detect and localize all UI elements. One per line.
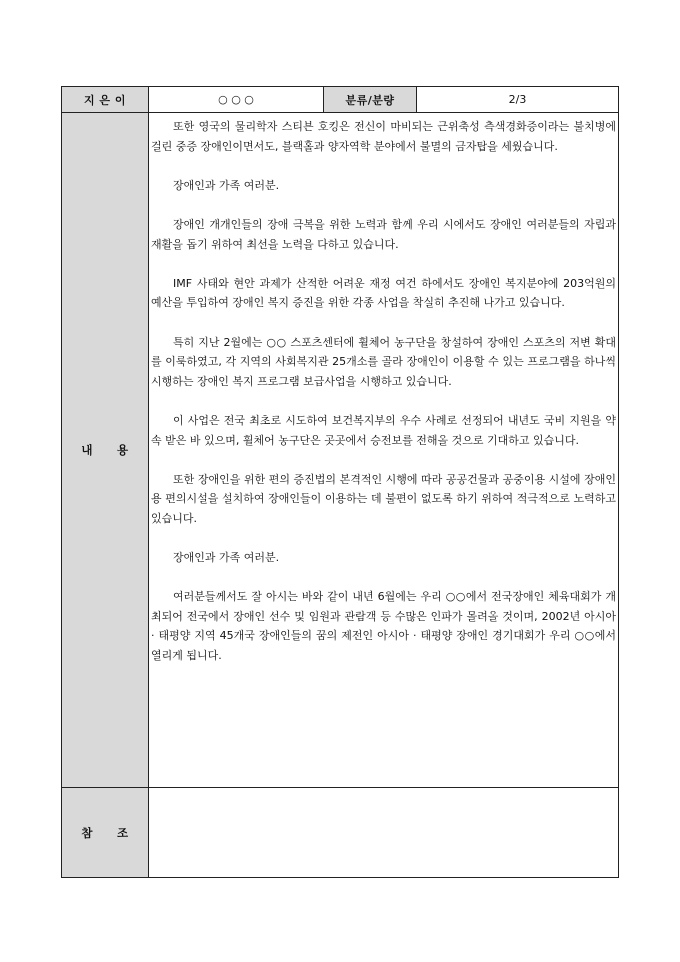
paragraph: IMF 사태와 현안 과제가 산적한 어려운 재정 여건 하에서도 장애인 복지분야에 203억원의 예산을 투입하여 장애인 복지 증진을 위한 각종 사업을 착실히 추진해 나가고 있습니다. bbox=[151, 276, 616, 310]
reference-value bbox=[149, 788, 619, 878]
category-label: 분류/분량 bbox=[324, 87, 417, 113]
paragraph: 여러분들께서도 잘 아시는 바와 같이 내년 6월에는 우리 ○○에서 전국장애인 체육대회가 개최되어 전국에서 장애인 선수 및 임원과 관람객 등 수많은 인파가 몰려올 것이며, 2002년 아시아 · 태평양 지역 45개국 장애인들의 꿈의 제전인 아시아 · 태평양 장애인 경기대회가 우리 ○○에서 열리게 됩니다. bbox=[151, 590, 616, 663]
paragraph: 장애인과 가족 여러분. bbox=[173, 178, 280, 192]
content-label: 내 용 bbox=[62, 113, 149, 788]
category-value: 2/3 bbox=[417, 87, 619, 113]
paragraph: 장애인 개개인들의 장애 극복을 위한 노력과 함께 우리 시에서도 장애인 여러분들의 자립과 재활을 돕기 위하여 최선을 노력을 다하고 있습니다. bbox=[151, 217, 616, 251]
header-row bbox=[62, 87, 619, 113]
reference-label: 참 조 bbox=[62, 788, 149, 878]
document-form-table bbox=[61, 86, 619, 878]
content-body bbox=[149, 113, 619, 788]
paragraph: 이 사업은 전국 최초로 시도하여 보건복지부의 우수 사례로 선정되어 내년도 국비 지원을 약속 받은 바 있으며, 휠체어 농구단은 곳곳에서 승전보를 전해올 것으로 기대하고 있습니다. bbox=[151, 413, 616, 447]
paragraph: 장애인과 가족 여러분. bbox=[173, 551, 280, 565]
reference-row bbox=[62, 788, 619, 878]
paragraph: 또한 장애인을 위한 편의 증진법의 본격적인 시행에 따라 공공건물과 공중이용 시설에 장애인용 편의시설을 설치하여 장애인들이 이용하는 데 불편이 없도록 하기 위하여 적극적으로 노력하고 있습니다. bbox=[151, 472, 616, 525]
paragraph: 또한 영국의 물리학자 스티븐 호킹은 전신이 마비되는 근위축성 측색경화증이라는 불치병에 걸린 중증 장애인이면서도, 블랙홀과 양자역학 분야에서 불멸의 금자탑을 세웠습니다. bbox=[151, 120, 616, 153]
author-value: ○ ○ ○ bbox=[149, 87, 324, 113]
paragraph: 특히 지난 2월에는 ○○ 스포츠센터에 휠체어 농구단을 창설하여 장애인 스포츠의 저변 확대를 이룩하였고, 각 지역의 사회복지관 25개소를 골라 장애인이 이용할 수 있는 프로그램을 하나씩 시행하는 장애인 복지 프로그램 보급사업을 시행하고 있습니다. bbox=[151, 335, 616, 388]
content-row bbox=[62, 113, 619, 788]
author-label: 지 은 이 bbox=[62, 87, 149, 113]
